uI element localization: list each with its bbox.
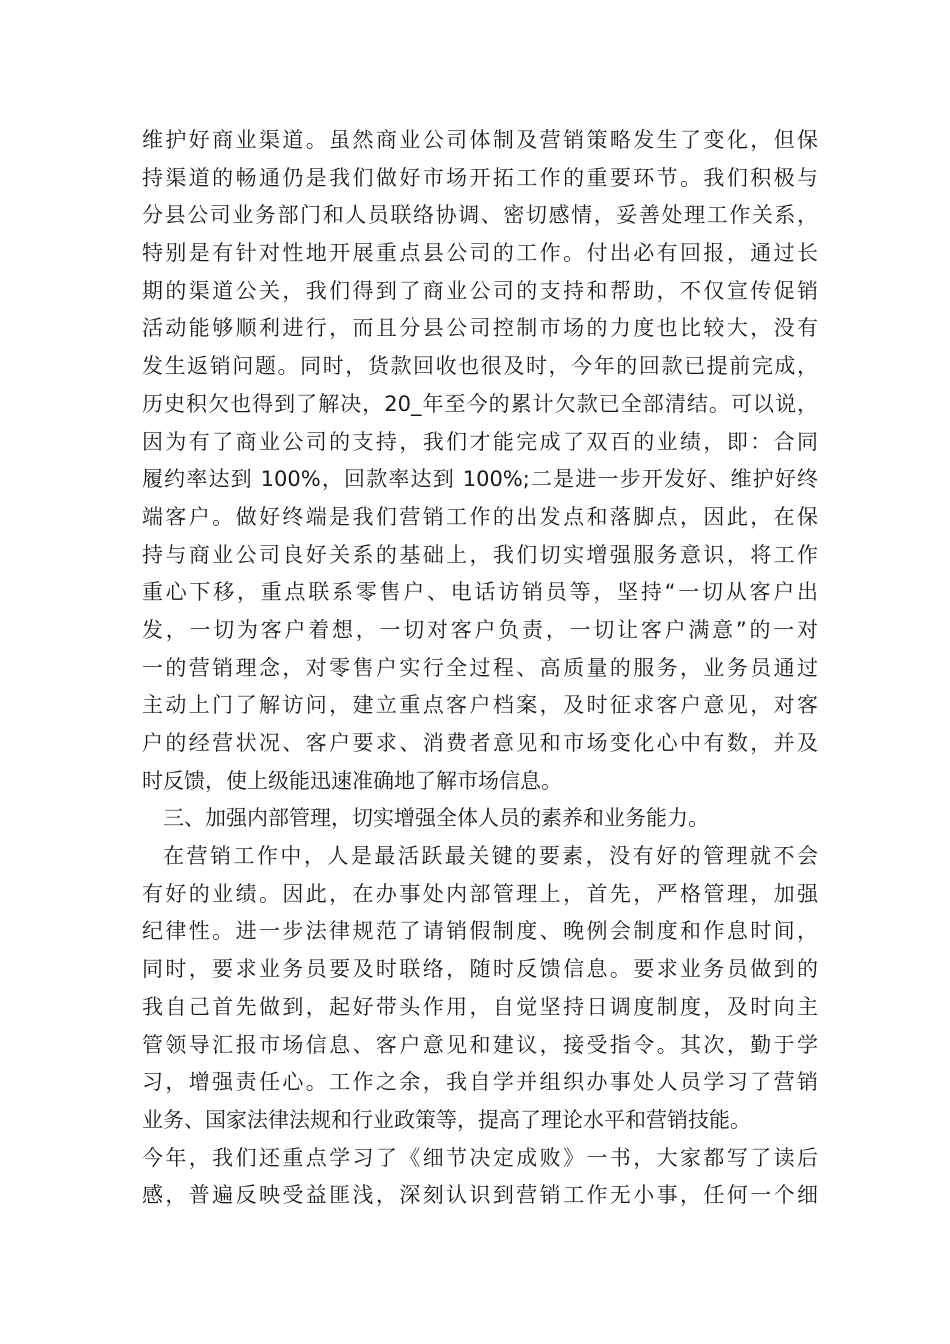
text-line: 履约率达到 100%，回款率达到 100%;二是进一步开发好、维护好终 <box>142 467 818 492</box>
text-line: 主动上门了解访问，建立重点客户档案，及时征求客户意见，对客 <box>142 693 818 718</box>
text-line: 管领导汇报市场信息、客户意见和建议，接受指令。其次，勤于学 <box>142 1032 818 1057</box>
text-line: 有好的业绩。因此，在办事处内部管理上，首先，严格管理，加强 <box>142 881 818 906</box>
text-line: 习，增强责任心。工作之余，我自学并组织办事处人员学习了营销 <box>142 1070 818 1095</box>
text-line: 发生返销问题。同时，货款回收也很及时，今年的回款已提前完成， <box>142 354 818 379</box>
text-line: 重心下移，重点联系零售户、电话访销员等，坚持“一切从客户出 <box>142 580 818 605</box>
text-line: 历史积欠也得到了解决，20_年至今的累计欠款已全部清结。可以说， <box>142 391 818 416</box>
text-line: 三、加强内部管理，切实增强全体人员的素养和业务能力。 <box>163 806 709 831</box>
text-line: 发，一切为客户着想，一切对客户负责，一切让客户满意”的一对 <box>142 617 818 642</box>
text-line: 我自己首先做到，起好带头作用，自觉坚持日调度制度，及时向主 <box>142 994 818 1019</box>
text-line: 同时，要求业务员要及时联络，随时反馈信息。要求业务员做到的 <box>142 957 818 982</box>
text-line: 端客户。做好终端是我们营销工作的出发点和落脚点，因此，在保 <box>142 504 818 529</box>
text-line: 时反馈，使上级能迅速准确地了解市场信息。 <box>142 768 562 793</box>
text-line: 持渠道的畅通仍是我们做好市场开拓工作的重要环节。我们积极与 <box>142 165 818 190</box>
text-line: 一的营销理念，对零售户实行全过程、高质量的服务，业务员通过 <box>142 655 818 680</box>
text-line: 感，普遍反映受益匪浅，深刻认识到营销工作无小事，任何一个细 <box>142 1183 818 1208</box>
text-line: 持与商业公司良好关系的基础上，我们切实增强服务意识，将工作 <box>142 542 818 567</box>
text-line: 特别是有针对性地开展重点县公司的工作。付出必有回报，通过长 <box>142 241 818 266</box>
text-line: 户的经营状况、客户要求、消费者意见和市场变化心中有数，并及 <box>142 731 818 755</box>
text-line: 因为有了商业公司的支持，我们才能完成了双百的业绩，即：合同 <box>142 429 818 454</box>
text-line: 分县公司业务部门和人员联络协调、密切感情，妥善处理工作关系， <box>142 203 818 228</box>
text-line: 期的渠道公关，我们得到了商业公司的支持和帮助，不仅宣传促销 <box>142 278 818 303</box>
text-line: 今年，我们还重点学习了《细节决定成败》一书，大家都写了读后 <box>142 1145 818 1170</box>
text-line: 活动能够顺利进行，而且分县公司控制市场的力度也比较大，没有 <box>142 316 818 341</box>
text-line: 业务、国家法律法规和行业政策等，提高了理论水平和营销技能。 <box>142 1107 751 1132</box>
document-body <box>142 122 818 1215</box>
text-line: 在营销工作中，人是最活跃最关键的要素，没有好的管理就不会 <box>163 844 818 869</box>
text-line: 纪律性。进一步法律规范了请销假制度、晚例会制度和作息时间， <box>142 919 818 944</box>
text-line: 维护好商业渠道。虽然商业公司体制及营销策略发生了变化，但保 <box>142 128 818 152</box>
